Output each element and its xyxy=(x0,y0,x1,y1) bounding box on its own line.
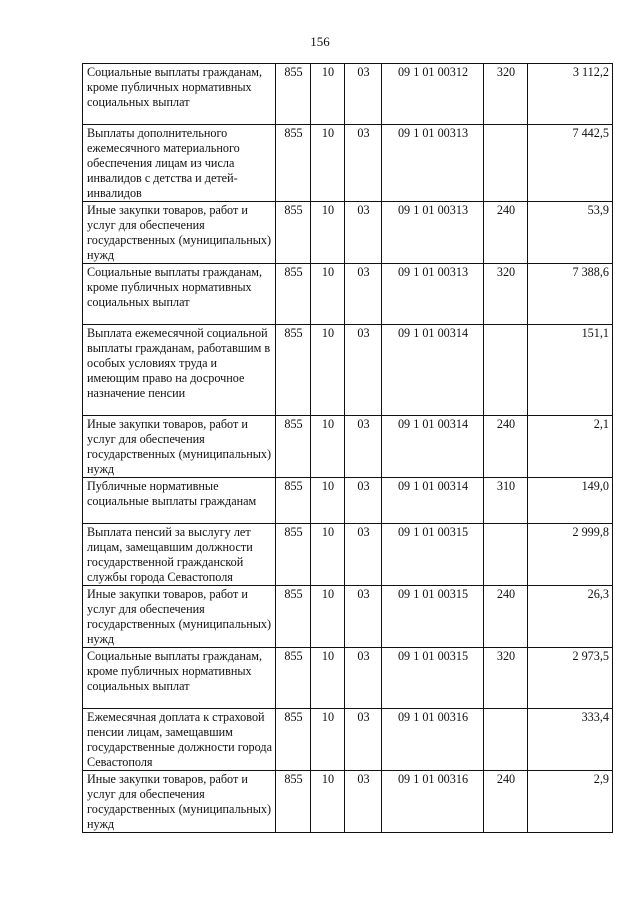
row-name-cell: Социальные выплаты гражданам, кроме публичных нормативных социальных выплат xyxy=(83,264,276,325)
target-article-cell: 09 1 01 00315 xyxy=(382,648,484,709)
table-row xyxy=(83,478,613,524)
subsection-code-cell: 03 xyxy=(345,202,382,264)
ministry-code-cell: 855 xyxy=(276,416,311,478)
subsection-code-cell: 03 xyxy=(345,325,382,416)
row-name-cell: Иные закупки товаров, работ и услуг для обеспечения государственных (муниципальных) нужд xyxy=(83,416,276,478)
expense-type-cell: 240 xyxy=(484,202,528,264)
section-code-cell: 10 xyxy=(311,478,345,524)
amount-cell: 333,4 xyxy=(528,709,613,771)
section-code-cell: 10 xyxy=(311,64,345,125)
amount-cell: 149,0 xyxy=(528,478,613,524)
section-code-cell: 10 xyxy=(311,325,345,416)
subsection-code-cell: 03 xyxy=(345,648,382,709)
subsection-code-cell: 03 xyxy=(345,125,382,202)
expense-type-cell xyxy=(484,325,528,416)
ministry-code-cell: 855 xyxy=(276,125,311,202)
section-code-cell: 10 xyxy=(311,416,345,478)
row-name-cell: Социальные выплаты гражданам, кроме публичных нормативных социальных выплат xyxy=(83,64,276,125)
subsection-code-cell: 03 xyxy=(345,709,382,771)
ministry-code-cell: 855 xyxy=(276,648,311,709)
amount-cell: 53,9 xyxy=(528,202,613,264)
table-body xyxy=(83,64,613,833)
amount-cell: 2 973,5 xyxy=(528,648,613,709)
budget-table xyxy=(82,63,613,833)
subsection-code-cell: 03 xyxy=(345,416,382,478)
table-row xyxy=(83,202,613,264)
page-number: 156 xyxy=(310,34,330,49)
amount-cell: 151,1 xyxy=(528,325,613,416)
amount-cell: 7 442,5 xyxy=(528,125,613,202)
table-row xyxy=(83,325,613,416)
subsection-code-cell: 03 xyxy=(345,524,382,586)
amount-cell: 7 388,6 xyxy=(528,264,613,325)
target-article-cell: 09 1 01 00314 xyxy=(382,478,484,524)
table-row xyxy=(83,524,613,586)
expense-type-cell: 320 xyxy=(484,264,528,325)
table-row xyxy=(83,586,613,648)
subsection-code-cell: 03 xyxy=(345,586,382,648)
ministry-code-cell: 855 xyxy=(276,264,311,325)
target-article-cell: 09 1 01 00313 xyxy=(382,125,484,202)
ministry-code-cell: 855 xyxy=(276,524,311,586)
table-row xyxy=(83,125,613,202)
target-article-cell: 09 1 01 00312 xyxy=(382,64,484,125)
section-code-cell: 10 xyxy=(311,202,345,264)
section-code-cell: 10 xyxy=(311,524,345,586)
target-article-cell: 09 1 01 00313 xyxy=(382,202,484,264)
section-code-cell: 10 xyxy=(311,709,345,771)
target-article-cell: 09 1 01 00315 xyxy=(382,524,484,586)
expense-type-cell: 310 xyxy=(484,478,528,524)
ministry-code-cell: 855 xyxy=(276,586,311,648)
section-code-cell: 10 xyxy=(311,586,345,648)
expense-type-cell: 240 xyxy=(484,586,528,648)
section-code-cell: 10 xyxy=(311,648,345,709)
expense-type-cell: 320 xyxy=(484,64,528,125)
ministry-code-cell: 855 xyxy=(276,771,311,833)
row-name-cell: Иные закупки товаров, работ и услуг для обеспечения государственных (муниципальных) нужд xyxy=(83,771,276,833)
ministry-code-cell: 855 xyxy=(276,478,311,524)
section-code-cell: 10 xyxy=(311,125,345,202)
row-name-cell: Публичные нормативные социальные выплаты гражданам xyxy=(83,478,276,524)
table-row xyxy=(83,264,613,325)
row-name-cell: Иные закупки товаров, работ и услуг для обеспечения государственных (муниципальных) нужд xyxy=(83,202,276,264)
amount-cell: 2,9 xyxy=(528,771,613,833)
amount-cell: 3 112,2 xyxy=(528,64,613,125)
amount-cell: 2,1 xyxy=(528,416,613,478)
amount-cell: 26,3 xyxy=(528,586,613,648)
target-article-cell: 09 1 01 00316 xyxy=(382,709,484,771)
target-article-cell: 09 1 01 00316 xyxy=(382,771,484,833)
expense-type-cell xyxy=(484,524,528,586)
subsection-code-cell: 03 xyxy=(345,771,382,833)
expense-type-cell: 240 xyxy=(484,416,528,478)
ministry-code-cell: 855 xyxy=(276,64,311,125)
ministry-code-cell: 855 xyxy=(276,202,311,264)
target-article-cell: 09 1 01 00314 xyxy=(382,416,484,478)
ministry-code-cell: 855 xyxy=(276,325,311,416)
section-code-cell: 10 xyxy=(311,771,345,833)
table-row xyxy=(83,64,613,125)
subsection-code-cell: 03 xyxy=(345,264,382,325)
expense-type-cell: 240 xyxy=(484,771,528,833)
row-name-cell: Социальные выплаты гражданам, кроме публичных нормативных социальных выплат xyxy=(83,648,276,709)
row-name-cell: Выплаты дополнительного ежемесячного материального обеспечения лицам из числа инвалидов с детства и детей-инвалидов xyxy=(83,125,276,202)
table-row xyxy=(83,771,613,833)
subsection-code-cell: 03 xyxy=(345,64,382,125)
ministry-code-cell: 855 xyxy=(276,709,311,771)
target-article-cell: 09 1 01 00314 xyxy=(382,325,484,416)
target-article-cell: 09 1 01 00313 xyxy=(382,264,484,325)
row-name-cell: Иные закупки товаров, работ и услуг для обеспечения государственных (муниципальных) нужд xyxy=(83,586,276,648)
expense-type-cell xyxy=(484,125,528,202)
subsection-code-cell: 03 xyxy=(345,478,382,524)
table-row xyxy=(83,416,613,478)
table-row xyxy=(83,648,613,709)
section-code-cell: 10 xyxy=(311,264,345,325)
table-row xyxy=(83,709,613,771)
row-name-cell: Выплата ежемесячной социальной выплаты гражданам, работавшим в особых условиях труда и имеющим право на досрочное назначение пенсии xyxy=(83,325,276,416)
row-name-cell: Выплата пенсий за выслугу лет лицам, замещавшим должности государственной гражданской службы города Севастополя xyxy=(83,524,276,586)
expense-type-cell xyxy=(484,709,528,771)
target-article-cell: 09 1 01 00315 xyxy=(382,586,484,648)
amount-cell: 2 999,8 xyxy=(528,524,613,586)
expense-type-cell: 320 xyxy=(484,648,528,709)
row-name-cell: Ежемесячная доплата к страховой пенсии лицам, замещавшим государственные должности города Севастополя xyxy=(83,709,276,771)
